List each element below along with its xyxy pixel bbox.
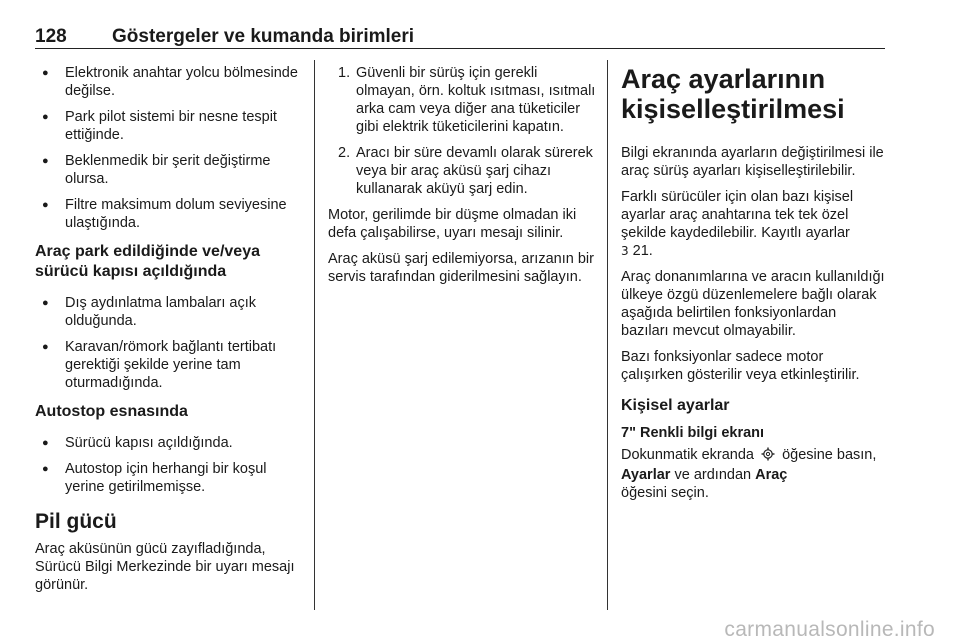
list-item <box>328 144 596 198</box>
menu-term: Araç <box>755 467 788 483</box>
paragraph <box>621 188 886 260</box>
page-reference-icon: 3 <box>621 244 629 258</box>
list-text: Aracı bir süre devamlı olarak sürerek veya bir araç aküsü şarj cihazı kullanarak aküyü şarj edin. <box>356 145 593 197</box>
column-divider <box>607 60 608 610</box>
page-reference: 21. <box>632 243 653 259</box>
gear-icon <box>761 447 775 466</box>
page-number: 128 <box>35 26 67 47</box>
menu-term: Ayarlar <box>621 467 671 483</box>
list-item: ● Sürücü kapısı açıldığında. <box>35 434 303 452</box>
column-middle <box>328 64 596 294</box>
section-title: Araç ayarlarının kişiselleştirilmesi <box>621 64 845 124</box>
watermark: carmanualsonline.info <box>724 618 935 641</box>
list-item: ● Karavan/römork bağlantı tertibatı gerektiği şekilde yerine tam oturmadığında. <box>35 338 303 392</box>
paragraph: Araç aküsü şarj edilemiyorsa, arızanın bir servis tarafından giderilmesini sağlayın. <box>328 251 594 285</box>
list-item: ● Dış aydınlatma lambaları açık olduğunda. <box>35 294 303 330</box>
list-number: 2. <box>338 145 351 161</box>
column-left <box>35 64 303 602</box>
heading-pil-gucu: Pil gücü <box>35 510 117 533</box>
column-divider <box>314 60 315 610</box>
list-number: 1. <box>338 65 351 81</box>
bullet-list <box>35 294 303 392</box>
paragraph: Bilgi ekranında ayarların değiştirilmesi ile araç sürüş ayarları kişiselleştirilebilir. <box>621 145 884 179</box>
heading-kisisel-ayarlar: Kişisel ayarlar <box>621 397 730 414</box>
paragraph: Bazı fonksiyonlar sadece motor çalışırken gösterilir veya etkinleştirilir. <box>621 349 860 383</box>
paragraph-text: öğesini seçin. <box>621 485 709 501</box>
bullet-list <box>35 434 303 496</box>
paragraph-text: Dokunmatik ekranda <box>621 447 754 463</box>
paragraph-text: ve ardından <box>674 467 752 483</box>
paragraph: Araç donanımlarına ve aracın kullanıldığı ülkeye özgü düzenlemelere bağlı olarak aşağıda belirtilen fonksiyonlardan bazıları mevcut olmayabilir. <box>621 269 885 339</box>
column-right <box>621 64 886 510</box>
heading-park: Araç park edildiğinde ve/veya sürücü kapısı açıldığında <box>35 243 260 280</box>
list-item: ● Park pilot sistemi bir nesne tespit ettiğinde. <box>35 108 303 144</box>
page-header <box>35 26 885 49</box>
list-text: Güvenli bir sürüş için gerekli olmayan, örn. koltuk ısıtması, ısıtmalı arka cam veya diğer ana tüketiciler gibi elektrik tüketicilerini kapatın. <box>356 65 596 135</box>
list-item: ● Autostop için herhangi bir koşul yerine getirilmemişse. <box>35 460 303 496</box>
numbered-list <box>328 64 596 198</box>
list-item: ● Filtre maksimum dolum seviyesine ulaştığında. <box>35 196 303 232</box>
heading-renkli-ekran: 7" Renkli bilgi ekranı <box>621 425 765 441</box>
paragraph: Motor, gerilimde bir düşme olmadan iki defa çalışabilirse, uyarı mesajı silinir. <box>328 207 577 241</box>
list-item <box>328 64 596 136</box>
paragraph <box>621 446 886 502</box>
paragraph-text: öğesine basın, <box>782 447 877 463</box>
list-item: ● Beklenmedik bir şerit değiştirme olursa. <box>35 152 303 188</box>
bullet-list <box>35 64 303 232</box>
paragraph-text: Farklı sürücüler için olan bazı kişisel ayarlar araç anahtarına tek tek özel şekilde kaydedilebilir. Kayıtlı ayarlar <box>621 189 854 241</box>
list-item: ● Elektronik anahtar yolcu bölmesinde değilse. <box>35 64 303 100</box>
paragraph: Araç aküsünün gücü zayıfladığında, Sürücü Bilgi Merkezinde bir uyarı mesajı görünür. <box>35 541 295 593</box>
running-title: Göstergeler ve kumanda birimleri <box>112 26 415 47</box>
heading-autostop: Autostop esnasında <box>35 403 188 420</box>
